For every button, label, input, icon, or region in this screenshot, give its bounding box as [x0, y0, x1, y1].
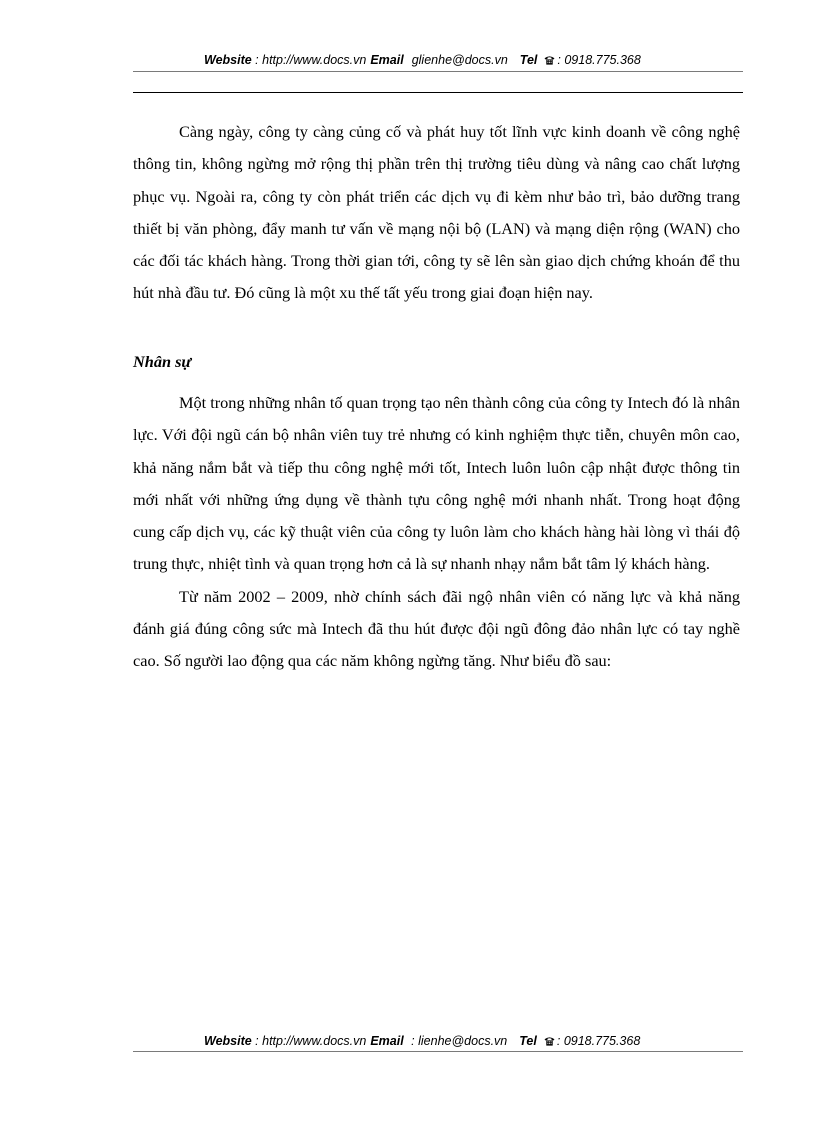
- header-website-sep: :: [251, 53, 263, 67]
- phone-icon: [544, 55, 555, 65]
- footer-tel-value: : 0918.775.368: [556, 1034, 641, 1048]
- phone-icon: [544, 1036, 555, 1046]
- paragraph-group: [133, 387, 740, 678]
- page-footer: [204, 1033, 743, 1049]
- footer-email-value: lienhe@docs.vn: [418, 1034, 508, 1048]
- header-email-label: Email: [370, 53, 404, 67]
- header-website-label: Website: [204, 53, 252, 67]
- paragraph-1-text: Càng ngày, công ty càng củng cố và phát huy tốt lĩnh vực kinh doanh về công nghệ thông tin, không ngừng mở rộng thị phần trên thị trường tiêu dùng và nâng cao chất lượng phục vụ. Ngoài ra, công ty còn phát triển các dịch vụ đi kèm như bảo trì, bảo dưỡng trang thiết bị văn phòng, đẩy manh tư vấn về mạng nội bộ (LAN) và mạng diện rộng (WAN) cho các đối tác khách hàng. Trong thời gian tới, công ty sẽ lên sàn giao dịch chứng khoán để thu hút nhà đầu tư. Đó cũng là một xu thế tất yếu trong giai đoạn hiện nay.: [133, 122, 740, 303]
- footer-website-label: Website: [204, 1034, 252, 1048]
- footer-email-label: Email: [370, 1034, 404, 1048]
- header-rule: [133, 92, 743, 93]
- header-website-url: http://www.docs.vn: [262, 53, 367, 67]
- header-tel-value: : 0918.775.368: [557, 53, 641, 67]
- footer-rule: [133, 1051, 743, 1052]
- footer-email-sep: :: [407, 1034, 419, 1048]
- footer-website-url: http://www.docs.vn: [262, 1034, 367, 1048]
- page-header: [204, 52, 743, 68]
- section-heading: Nhân sự: [133, 352, 192, 371]
- paragraph-1: [133, 116, 740, 310]
- header-email-value: glienhe@docs.vn: [411, 53, 508, 67]
- paragraph-2-text: Một trong những nhân tố quan trọng tạo nên thành công của công ty Intech đó là nhân lực. Với đội ngũ cán bộ nhân viên tuy trẻ nhưng có kinh nghiệm thực tiễn, chuyên môn cao, khả năng nắm bắt và tiếp thu công nghệ mới tốt, Intech luôn luôn cập nhật được thông tin mới nhất với những ứng dụng về thành tựu công nghệ mới nhanh nhất. Trong hoạt động cung cấp dịch vụ, các kỹ thuật viên của công ty luôn làm cho khách hàng hài lòng vì thái độ trung thực, nhiệt tình và quan trọng hơn cả là sự nhanh nhạy nắm bắt tâm lý khách hàng.: [133, 393, 740, 574]
- paragraph-3-text: Từ năm 2002 – 2009, nhờ chính sách đãi ngộ nhân viên có năng lực và khả năng đánh giá đúng công sức mà Intech đã thu hút được đội ngũ đông đảo nhân lực có tay nghề cao. Số người lao động qua các năm không ngừng tăng. Như biểu đồ sau:: [133, 586, 740, 671]
- footer-website-sep: :: [251, 1034, 263, 1048]
- header-tel-label: Tel: [519, 53, 538, 67]
- footer-tel-label: Tel: [519, 1034, 537, 1048]
- header-rule-thin: [133, 71, 743, 72]
